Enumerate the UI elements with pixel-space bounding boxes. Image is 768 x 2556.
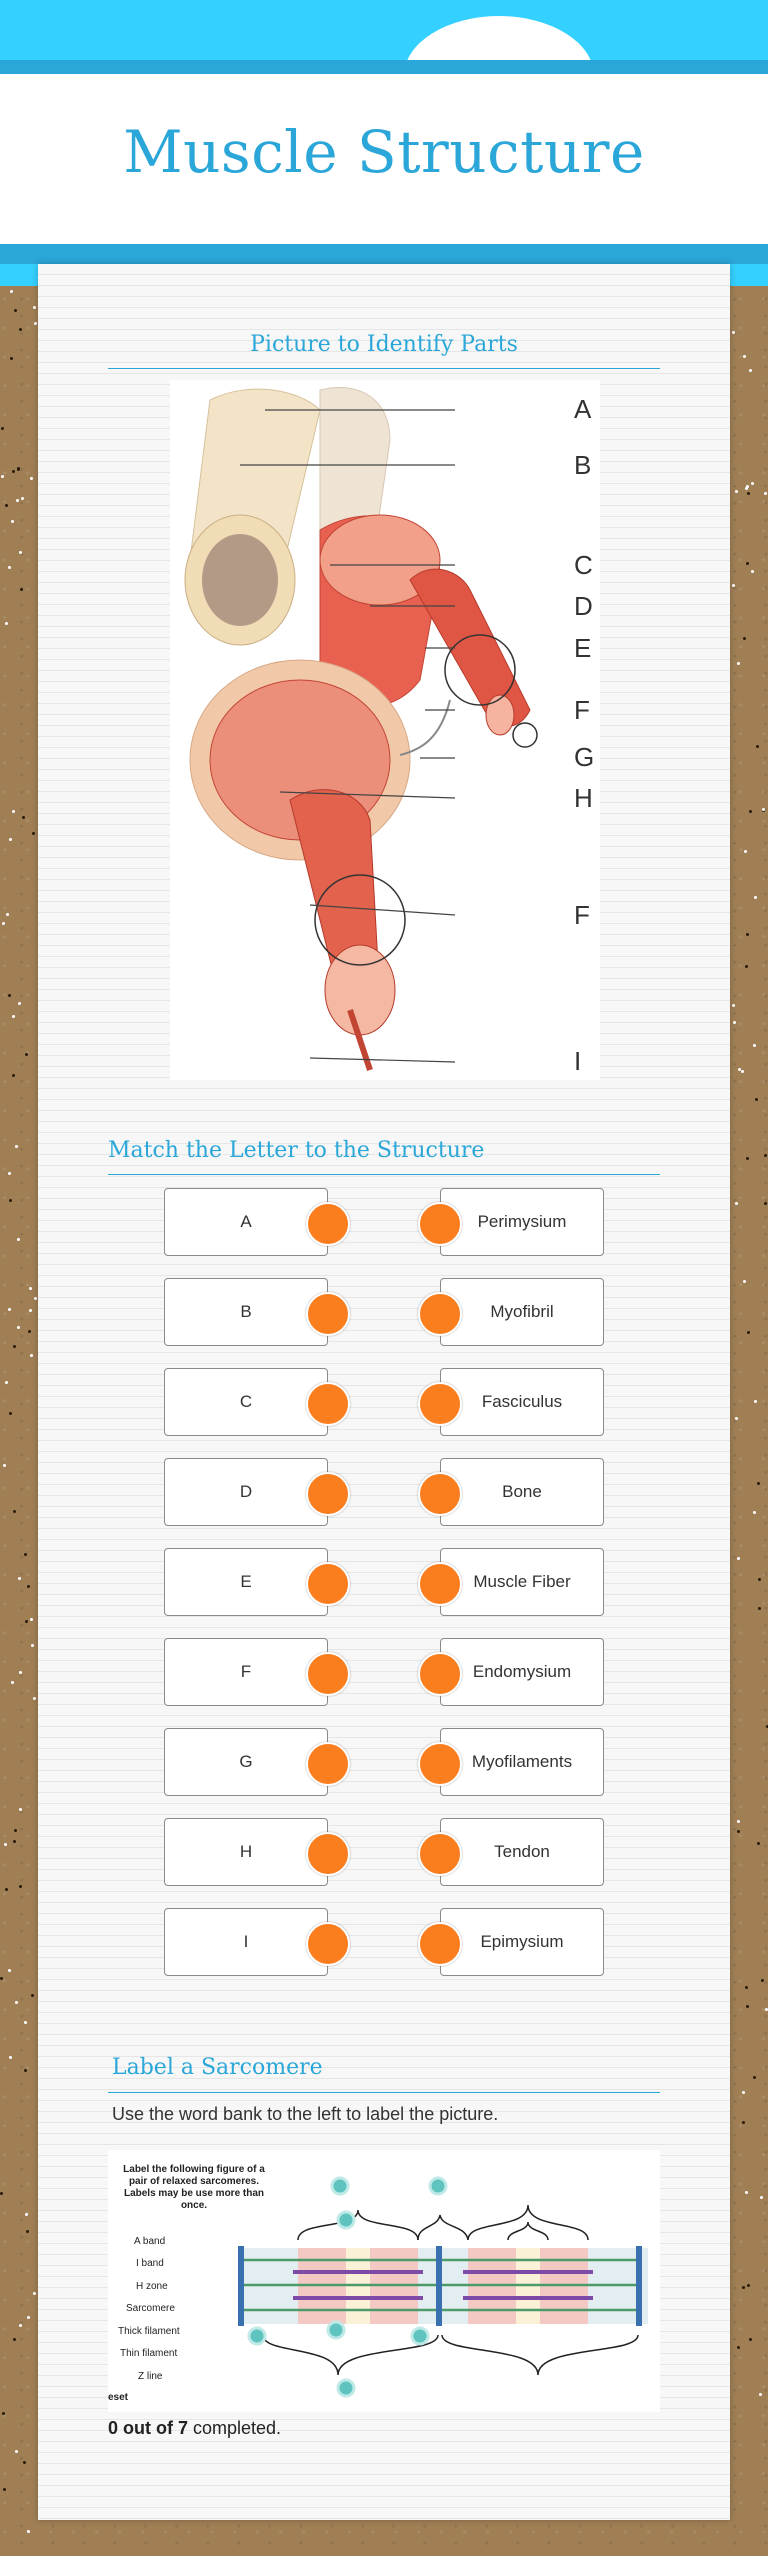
cork-speckle [732, 584, 735, 587]
cork-speckle [732, 1004, 735, 1007]
cork-speckle [756, 745, 759, 748]
word-bank-i-band: I band [136, 2258, 164, 2269]
match-right-item[interactable]: Perimysium [440, 1188, 604, 1256]
match-left-connector[interactable] [306, 1202, 350, 1246]
match-right-connector[interactable] [418, 1202, 462, 1246]
cork-speckle [10, 357, 13, 360]
cork-speckle [8, 1172, 11, 1175]
match-left-item[interactable]: F [164, 1638, 328, 1706]
cork-speckle [12, 810, 15, 813]
cork-speckle [19, 2324, 22, 2327]
cork-speckle [1, 427, 4, 430]
cork-speckle [732, 331, 735, 334]
cork-speckle [747, 2284, 750, 2287]
diagram-label-b: B [574, 450, 592, 480]
cork-speckle [32, 832, 35, 835]
cork-speckle [24, 1553, 27, 1556]
cork-speckle [737, 1557, 740, 1560]
cork-speckle [0, 1977, 3, 1980]
cork-speckle [11, 1681, 14, 1684]
match-left-item[interactable]: C [164, 1368, 328, 1436]
cork-speckle [5, 504, 8, 507]
match-right-connector[interactable] [418, 1832, 462, 1876]
cork-speckle [747, 1331, 750, 1334]
match-left-connector[interactable] [306, 1292, 350, 1336]
cork-speckle [30, 477, 33, 480]
cork-speckle [12, 1015, 15, 1018]
cork-speckle [22, 816, 25, 819]
cork-speckle [19, 1671, 22, 1674]
cork-speckle [25, 1620, 28, 1623]
cork-speckle [8, 566, 11, 569]
cork-speckle [764, 1202, 767, 1205]
match-right-connector[interactable] [418, 1562, 462, 1606]
cork-speckle [10, 290, 13, 293]
cork-speckle [753, 1511, 756, 1514]
drop-target-4[interactable] [249, 2328, 265, 2344]
match-right-connector[interactable] [418, 1742, 462, 1786]
cork-speckle [0, 2192, 3, 2195]
cork-speckle [5, 622, 8, 625]
cork-speckle [21, 497, 24, 500]
cork-speckle [746, 2005, 749, 2008]
cork-speckle [735, 490, 738, 493]
diagram-label-a: A [574, 394, 592, 424]
cork-speckle [761, 1979, 764, 1982]
cork-speckle [749, 369, 752, 372]
picture-section-heading: Picture to Identify Parts [250, 332, 518, 357]
cork-speckle [749, 810, 752, 813]
cork-speckle [746, 933, 749, 936]
cork-speckle [759, 2393, 762, 2396]
match-left-item[interactable]: G [164, 1728, 328, 1796]
cork-speckle [17, 1238, 20, 1241]
match-right-connector[interactable] [418, 1652, 462, 1696]
match-left-item[interactable]: H [164, 1818, 328, 1886]
word-bank-z-line: Z line [138, 2371, 163, 2382]
cork-speckle [749, 2338, 752, 2341]
cork-speckle [18, 1577, 21, 1580]
cork-speckle [758, 1607, 761, 1610]
cork-speckle [754, 1400, 757, 1403]
cork-speckle [34, 322, 37, 325]
match-left-item[interactable]: E [164, 1548, 328, 1616]
cork-speckle [12, 1074, 15, 1077]
diagram-label-d: D [574, 591, 593, 621]
cork-speckle [735, 1202, 738, 1205]
cork-speckle [17, 1326, 20, 1329]
cork-speckle [757, 1842, 760, 1845]
match-left-connector[interactable] [306, 1922, 350, 1966]
cork-speckle [9, 838, 12, 841]
match-left-connector[interactable] [306, 1742, 350, 1786]
cork-speckle [743, 637, 746, 640]
match-left-connector[interactable] [306, 1472, 350, 1516]
cork-speckle [3, 1464, 6, 1467]
match-right-item[interactable]: Myofibril [440, 1278, 604, 1346]
cork-speckle [12, 470, 15, 473]
cork-speckle [737, 1830, 740, 1833]
cork-speckle [11, 520, 14, 523]
cork-speckle [733, 1021, 736, 1024]
cork-speckle [34, 1297, 37, 1300]
match-right-item[interactable]: Bone [440, 1458, 604, 1526]
cork-speckle [13, 1345, 16, 1348]
match-left-connector[interactable] [306, 1652, 350, 1696]
drop-target-6[interactable] [412, 2328, 428, 2344]
cork-speckle [2, 2412, 5, 2415]
cork-speckle [29, 1287, 32, 1290]
match-right-connector[interactable] [418, 1292, 462, 1336]
cork-speckle [15, 1145, 18, 1148]
match-right-item[interactable]: Fasciculus [440, 1368, 604, 1436]
top-band [0, 60, 768, 74]
cork-speckle [19, 328, 22, 331]
sarcomere-section-heading: Label a Sarcomere [112, 2055, 323, 2080]
cork-speckle [30, 1354, 33, 1357]
cork-speckle [735, 1417, 738, 1420]
sarcomere-image [108, 2150, 660, 2412]
cork-speckle [19, 1885, 22, 1888]
cork-speckle [27, 2530, 30, 2533]
cork-speckle [754, 896, 757, 899]
match-right-item[interactable]: Endomysium [440, 1638, 604, 1706]
cork-speckle [30, 1618, 33, 1621]
match-section-rule [108, 1174, 660, 1175]
muscle-diagram [170, 380, 600, 1080]
drop-target-3[interactable] [338, 2212, 354, 2228]
cork-speckle [745, 487, 748, 490]
cork-speckle [15, 2450, 18, 2453]
match-left-connector[interactable] [306, 1562, 350, 1606]
cork-speckle [9, 2056, 12, 2059]
match-right-item[interactable]: Myofilaments [440, 1728, 604, 1796]
cork-speckle [19, 1808, 22, 1811]
cork-speckle [13, 1840, 16, 1843]
top-sky-bar [0, 0, 768, 60]
sarcomere-diagram [108, 2150, 660, 2412]
sarcomere-section-rule [108, 2092, 660, 2093]
cork-speckle [2, 922, 5, 925]
cork-speckle [18, 1002, 21, 1005]
diagram-label-h: H [574, 783, 593, 813]
match-right-item[interactable]: Muscle Fiber [440, 1548, 604, 1616]
cork-speckle [746, 1157, 749, 1160]
diagram-label-f-lower: F [574, 900, 590, 930]
cork-speckle [758, 1578, 761, 1581]
cork-speckle [9, 1199, 12, 1202]
drop-target-2[interactable] [430, 2178, 446, 2194]
cork-speckle [27, 1585, 30, 1588]
cork-speckle [33, 2292, 36, 2295]
diagram-label-e: E [574, 633, 592, 663]
cork-speckle [31, 1994, 34, 1997]
cork-speckle [25, 1053, 28, 1056]
cork-speckle [744, 850, 747, 853]
picture-section-rule [108, 368, 660, 369]
page-title: Muscle Structure [123, 118, 645, 186]
cork-speckle [4, 1843, 7, 1846]
cork-speckle [8, 994, 11, 997]
cork-speckle [8, 1969, 11, 1972]
cork-speckle [751, 570, 754, 573]
cork-speckle [6, 913, 9, 916]
match-right-connector[interactable] [418, 1472, 462, 1516]
cork-speckle [13, 2338, 16, 2341]
match-right-item[interactable]: Epimysium [440, 1908, 604, 1976]
drop-target-7[interactable] [338, 2380, 354, 2396]
cork-speckle [755, 1098, 758, 1101]
cork-speckle [746, 562, 749, 565]
drop-target-5[interactable] [328, 2322, 344, 2338]
cork-speckle [737, 2346, 740, 2349]
match-section-heading: Match the Letter to the Structure [108, 1138, 485, 1163]
cork-speckle [24, 2021, 27, 2024]
cork-speckle [28, 1330, 31, 1333]
cork-speckle [737, 1820, 740, 1823]
cork-speckle [762, 808, 765, 811]
muscle-illustration [170, 380, 600, 1080]
corner-text: eset [108, 2392, 129, 2403]
sarcomere-instructions: Use the word bank to the left to label the picture. [112, 2104, 499, 2124]
sarcomere-image-title: Label the following figure of a pair of relaxed sarcomeres. Labels may be use more than once. [123, 2164, 265, 2211]
match-right-connector[interactable] [418, 1922, 462, 1966]
cork-speckle [745, 965, 748, 968]
cork-speckle [741, 1070, 744, 1073]
cork-speckle [5, 1888, 8, 1891]
cork-speckle [5, 1381, 8, 1384]
cork-speckle [753, 1044, 756, 1047]
cork-speckle [3, 2488, 6, 2491]
cork-speckle [15, 2001, 18, 2004]
cork-speckle [742, 2286, 745, 2289]
match-right-connector[interactable] [418, 1382, 462, 1426]
word-bank-sarcomere: Sarcomere [126, 2303, 175, 2314]
match-left-connector[interactable] [306, 1382, 350, 1426]
match-left-item[interactable]: I [164, 1908, 328, 1976]
drop-target-1[interactable] [332, 2178, 348, 2194]
header-band [0, 244, 768, 264]
match-right-item[interactable]: Tendon [440, 1818, 604, 1886]
cork-speckle [743, 355, 746, 358]
diagram-label-i: I [574, 1046, 582, 1076]
completion-suffix: completed. [188, 2418, 282, 2438]
cork-speckle [8, 1308, 11, 1311]
cork-speckle [753, 2076, 756, 2079]
cork-speckle [745, 1986, 748, 1989]
match-left-item[interactable]: D [164, 1458, 328, 1526]
completion-count: 0 out of 7 [108, 2418, 188, 2438]
cork-speckle [25, 2213, 28, 2216]
diagram-label-c: C [574, 550, 593, 580]
diagram-label-g: G [574, 742, 595, 772]
cork-speckle [31, 1644, 34, 1647]
cork-speckle [743, 1280, 746, 1283]
cork-speckle [27, 2316, 30, 2319]
cork-speckle [13, 1510, 16, 1513]
cork-speckle [29, 1309, 32, 1312]
cork-speckle [760, 2196, 763, 2199]
completion-status [108, 2418, 281, 2439]
cork-speckle [9, 1412, 12, 1415]
cork-speckle [14, 309, 17, 312]
cork-speckle [20, 588, 23, 591]
match-left-item[interactable]: A [164, 1188, 328, 1256]
word-bank-thick-filament: Thick filament [118, 2326, 180, 2337]
cork-speckle [26, 2230, 29, 2233]
cork-speckle [764, 1154, 767, 1157]
cork-speckle [1, 475, 4, 478]
word-bank-h-zone: H zone [136, 2281, 168, 2292]
cork-speckle [24, 2069, 27, 2072]
match-left-connector[interactable] [306, 1832, 350, 1876]
word-bank-a-band: A band [134, 2236, 166, 2247]
cork-speckle [742, 2091, 745, 2094]
diagram-label-f: F [574, 695, 590, 725]
cork-speckle [757, 1482, 760, 1485]
match-left-item[interactable]: B [164, 1278, 328, 1346]
cork-speckle [742, 2121, 745, 2124]
word-bank-thin-filament: Thin filament [120, 2348, 178, 2359]
cork-speckle [23, 2461, 26, 2464]
cork-speckle [14, 1829, 17, 1832]
cork-speckle [751, 482, 754, 485]
cork-speckle [747, 492, 750, 495]
cork-speckle [764, 492, 767, 495]
cork-speckle [16, 499, 19, 502]
cork-speckle [33, 306, 36, 309]
cork-speckle [737, 662, 740, 665]
cork-speckle [745, 2191, 748, 2194]
cork-speckle [19, 551, 22, 554]
cork-speckle [33, 1697, 36, 1700]
